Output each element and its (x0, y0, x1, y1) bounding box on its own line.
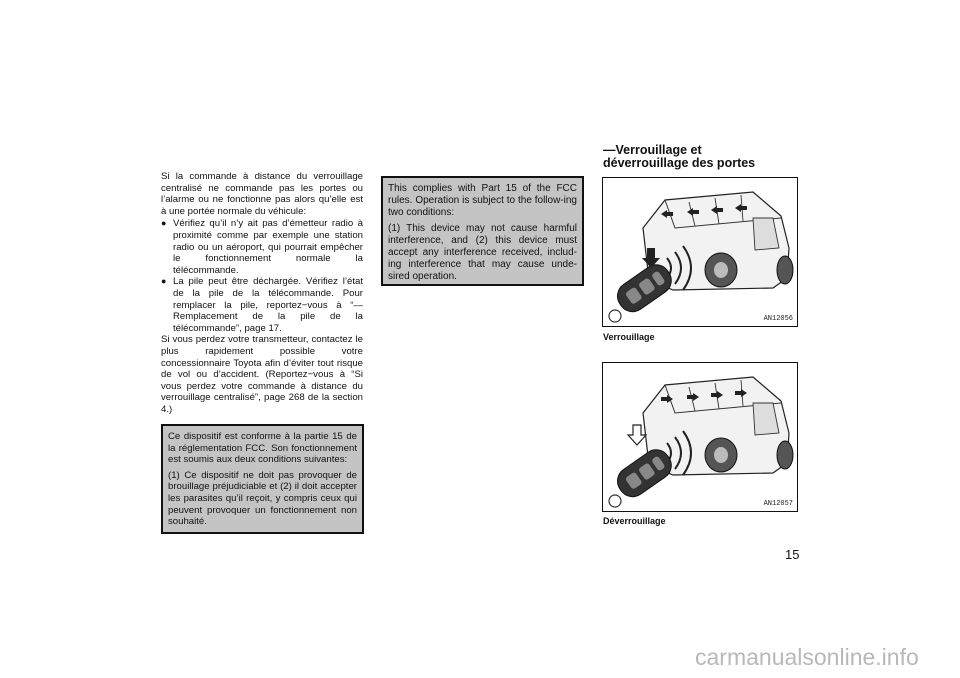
figure-unlocking (602, 362, 798, 512)
left-column (161, 171, 363, 416)
figure-locking (602, 177, 798, 327)
section-heading (603, 144, 755, 170)
bullet-item (161, 276, 363, 334)
bullet-text: La pile peut être déchargée. Vérifiez l’état de la pile de la télécommande. Pour remplacer la pile, reportez−vous à “—Remplacement de la pile de la télécommande”, page 17. (173, 276, 363, 334)
bullet-item (161, 218, 363, 276)
figure-code: AN12057 (763, 500, 793, 508)
fcc-fr-line-2: (1) Ce dispositif ne doit pas provoquer de brouillage préjudiciable et (2) il doit accepter les parasites qu’il reçoit, y compris ceux qui peuvent provoquer un fonctionnement non souhaité. (168, 469, 357, 528)
bullet-text: Vérifiez qu’il n’y ait pas d’émetteur radio à proximité comme par exemple une station radio ou un aéroport, qui pourrait empêcher le fonctionnement normale la télécommande. (173, 218, 363, 276)
fcc-notice-fr (161, 424, 364, 534)
lost-transmitter-paragraph: Si vous perdez votre transmetteur, contactez le plus rapidement possible votre concessionnaire Toyota afin d’éviter tout risque de vol ou d’accident. (Reportez−vous à “Si vous perdez votre commande à distance du verrouillage centralisé”, page 268 de la section 4.) (161, 334, 363, 415)
page-number: 15 (785, 547, 800, 562)
heading-line-2: déverrouillage des portes (603, 156, 756, 170)
figure-code: AN12056 (763, 315, 793, 323)
bullet-icon: ● (161, 218, 167, 229)
heading-line-1: —Verrouillage et (603, 143, 702, 157)
figure-caption: Déverrouillage (603, 516, 666, 526)
fcc-notice-en (381, 176, 584, 286)
bullet-icon: ● (161, 276, 167, 287)
fcc-en-line-2: (1) This device may not cause harmful interference, and (2) this device must accept any interference received, includ-ing interference that may cause unde-sired operation. (388, 223, 577, 282)
fcc-en-line-1: This complies with Part 15 of the FCC rules. Operation is subject to the follow-ing two conditions: (388, 183, 577, 218)
intro-paragraph: Si la commande à distance du verrouillage centralisé ne commande pas les portes ou l’alarme ou ne fonctionne pas alors qu’elle est à une portée normale du véhicule: (161, 171, 363, 217)
fcc-fr-line-1: Ce dispositif est conforme à la partie 15 de la réglementation FCC. Son fonctionnement est soumis aux deux conditions suivantes: (168, 431, 357, 466)
figure-caption: Verrouillage (603, 332, 655, 342)
watermark: carmanualsonline.info (695, 644, 919, 670)
car-remote-lock-illustration (603, 178, 797, 326)
car-remote-unlock-illustration (603, 363, 797, 511)
